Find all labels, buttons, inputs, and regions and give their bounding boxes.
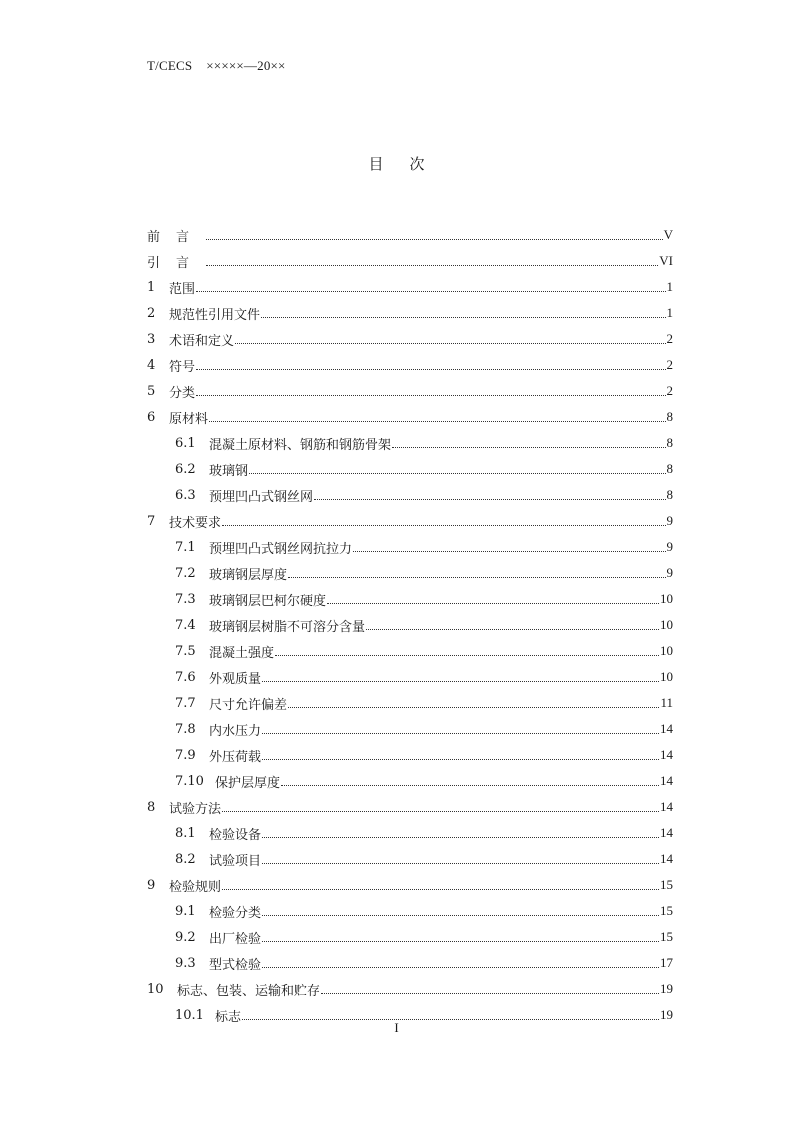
toc-entry-page: 10: [660, 617, 673, 632]
toc-entry[interactable]: [147, 924, 673, 950]
toc-leader-dots: [392, 447, 665, 448]
toc-entry-label: 预埋凹凸式钢丝网: [209, 489, 314, 505]
toc-leader-dots: [353, 551, 665, 552]
toc-entry-number: 7.7: [175, 695, 196, 711]
toc-leader-dots: [327, 603, 659, 604]
toc-entry-number: 9.3: [175, 955, 196, 971]
toc-entry-label: 玻璃钢层厚度: [209, 567, 288, 583]
toc-entry-number: 8.2: [175, 851, 196, 867]
toc-entry[interactable]: [147, 820, 673, 846]
toc-leader-dots: [235, 343, 665, 344]
toc-entry-label: 出厂检验: [209, 931, 262, 947]
toc-entry[interactable]: [147, 508, 673, 534]
toc-entry-label: 检验设备: [209, 827, 262, 843]
toc-entry-page: 9: [666, 565, 673, 580]
toc-entry-label: 标志、包装、运输和贮存: [177, 983, 321, 999]
toc-entry-page: 14: [660, 747, 673, 762]
toc-entry[interactable]: [147, 404, 673, 430]
toc-entry-page: 1: [666, 279, 673, 294]
toc-entry-page: 8: [666, 461, 673, 476]
toc-entry[interactable]: [147, 586, 673, 612]
page-title: [0, 153, 793, 174]
toc-entry-number: 9.2: [175, 929, 196, 945]
toc-entry-number: 3: [147, 331, 156, 347]
toc-entry-label: 试验项目: [209, 853, 262, 869]
toc-entry-number: 9: [147, 877, 156, 893]
toc-entry-page: 8: [666, 409, 673, 424]
toc-entry-label: 试验方法: [169, 801, 222, 817]
toc-entry-page: 17: [660, 955, 673, 970]
toc-entry-page: 2: [666, 331, 673, 346]
toc-entry-label: 内水压力: [209, 723, 262, 739]
toc-entry-label: 范围: [169, 281, 196, 297]
toc-entry-page: VI: [659, 253, 673, 268]
toc-entry-number: 7: [147, 513, 156, 529]
toc-entry-page: 9: [666, 539, 673, 554]
toc-entry-number: 7.3: [175, 591, 196, 607]
toc-entry-number: 6: [147, 409, 156, 425]
toc-entry-page: 2: [666, 383, 673, 398]
toc-entry-label: 预埋凹凸式钢丝网抗拉力: [209, 541, 353, 557]
toc-entry[interactable]: [147, 274, 673, 300]
toc-entry-label: 标志: [215, 1009, 242, 1025]
toc-leader-dots: [222, 811, 659, 812]
toc-entry-page: 14: [660, 721, 673, 736]
toc-entry-page: 14: [660, 851, 673, 866]
toc-entry-label: 前言: [147, 229, 206, 245]
toc-entry-number: 7.1: [175, 539, 196, 555]
toc-entry-page: 15: [660, 929, 673, 944]
toc-leader-dots: [196, 395, 665, 396]
toc-entry-number: 7.6: [175, 669, 196, 685]
toc-leader-dots: [206, 265, 658, 266]
toc-entry-label: 外压荷载: [209, 749, 262, 765]
toc-entry[interactable]: [147, 742, 673, 768]
toc-entry-page: 19: [660, 1007, 673, 1022]
toc-entry[interactable]: [147, 326, 673, 352]
toc-entry-label: 分类: [169, 385, 196, 401]
toc-entry-page: 11: [660, 695, 673, 710]
toc-entry[interactable]: [147, 352, 673, 378]
toc-entry-number: 5: [147, 383, 156, 399]
toc-entry-label: 规范性引用文件: [169, 307, 261, 323]
toc-entry-label: 技术要求: [169, 515, 222, 531]
toc-entry-number: 10: [147, 981, 164, 997]
toc-entry-number: 6.2: [175, 461, 196, 477]
toc-entry-label: 检验分类: [209, 905, 262, 921]
toc-entry[interactable]: [147, 222, 673, 248]
toc-entry[interactable]: [147, 690, 673, 716]
toc-entry-label: 外观质量: [209, 671, 262, 687]
toc-entry-number: 10.1: [175, 1007, 204, 1023]
toc-entry-number: 7.9: [175, 747, 196, 763]
title-part-1: 目: [368, 155, 384, 173]
toc-leader-dots: [321, 993, 659, 994]
toc-leader-dots: [196, 291, 665, 292]
toc-entry[interactable]: [147, 768, 673, 794]
standard-org: T/CECS: [147, 58, 193, 73]
toc-entry-number: 7.2: [175, 565, 196, 581]
toc-entry[interactable]: [147, 950, 673, 976]
toc-leader-dots: [206, 239, 663, 240]
toc-entry[interactable]: [147, 794, 673, 820]
toc-entry[interactable]: [147, 560, 673, 586]
toc-entry-label: 玻璃钢层树脂不可溶分含量: [209, 619, 366, 635]
toc-leader-dots: [196, 369, 665, 370]
toc-entry-label: 混凝土原材料、钢筋和钢筋骨架: [209, 437, 392, 453]
toc-leader-dots: [288, 707, 659, 708]
toc-entry[interactable]: [147, 430, 673, 456]
toc-entry[interactable]: [147, 482, 673, 508]
toc-entry-number: 7.4: [175, 617, 196, 633]
standard-code: ×××××—20××: [206, 58, 286, 73]
toc-entry-label: 符号: [169, 359, 196, 375]
toc-entry[interactable]: [147, 846, 673, 872]
toc-entry-page: 14: [660, 825, 673, 840]
toc-entry-number: 9.1: [175, 903, 196, 919]
toc-entry-page: 1: [666, 305, 673, 320]
toc-entry-number: 7.8: [175, 721, 196, 737]
toc-entry-label: 尺寸允许偏差: [209, 697, 288, 713]
toc-entry[interactable]: [147, 534, 673, 560]
toc-entry-number: 8: [147, 799, 156, 815]
toc-leader-dots: [366, 629, 659, 630]
toc-entry[interactable]: [147, 248, 673, 274]
toc-entry-number: 2: [147, 305, 156, 321]
toc-leader-dots: [262, 863, 659, 864]
toc-entry-label: 型式检验: [209, 957, 262, 973]
toc-entry-label: 玻璃钢: [209, 463, 249, 479]
toc-entry-page: 8: [666, 435, 673, 450]
toc-entry-number: 6.3: [175, 487, 196, 503]
toc-entry[interactable]: [147, 638, 673, 664]
toc-entry-page: 14: [660, 773, 673, 788]
toc-entry-page: 15: [660, 903, 673, 918]
toc-leader-dots: [222, 889, 659, 890]
toc-leader-dots: [288, 577, 665, 578]
document-header: [147, 58, 286, 74]
toc-entry[interactable]: [147, 456, 673, 482]
toc-leader-dots: [261, 317, 665, 318]
toc-entry-label: 保护层厚度: [215, 775, 281, 791]
toc-entry-number: 7.5: [175, 643, 196, 659]
toc-entry-page: 2: [666, 357, 673, 372]
toc-entry-label: 混凝土强度: [209, 645, 275, 661]
toc-entry-page: 10: [660, 669, 673, 684]
toc-entry[interactable]: [147, 976, 673, 1002]
toc-entry[interactable]: [147, 612, 673, 638]
toc-entry-label: 术语和定义: [169, 333, 235, 349]
toc-entry-page: 14: [660, 799, 673, 814]
toc-entry[interactable]: [147, 872, 673, 898]
toc-leader-dots: [314, 499, 665, 500]
toc-entry-number: 1: [147, 279, 156, 295]
toc-entry-number: 6.1: [175, 435, 196, 451]
toc-leader-dots: [262, 733, 659, 734]
toc-entry[interactable]: [147, 378, 673, 404]
toc-entry-number: 8.1: [175, 825, 196, 841]
page-number: I: [394, 1020, 399, 1035]
toc-entry-number: 7.10: [175, 773, 204, 789]
toc-entry-label: 检验规则: [169, 879, 222, 895]
toc-leader-dots: [262, 915, 659, 916]
toc-leader-dots: [262, 837, 659, 838]
toc-entry-label: 原材料: [169, 411, 209, 427]
toc-entry[interactable]: [147, 300, 673, 326]
toc-entry[interactable]: [147, 716, 673, 742]
title-part-2: 次: [409, 155, 425, 173]
toc-entry[interactable]: [147, 898, 673, 924]
toc-leader-dots: [281, 785, 659, 786]
toc-entry[interactable]: [147, 664, 673, 690]
toc-entry-number: 4: [147, 357, 156, 373]
toc-entry-page: 15: [660, 877, 673, 892]
toc-leader-dots: [262, 967, 659, 968]
toc-entry-page: 10: [660, 591, 673, 606]
toc-entry-page: 10: [660, 643, 673, 658]
toc-leader-dots: [262, 681, 659, 682]
toc-entry-label: 玻璃钢层巴柯尔硬度: [209, 593, 327, 609]
toc-leader-dots: [249, 473, 665, 474]
toc-leader-dots: [275, 655, 659, 656]
table-of-contents: [147, 222, 673, 1028]
toc-entry-page: 8: [666, 487, 673, 502]
toc-leader-dots: [222, 525, 665, 526]
toc-entry-page: V: [663, 227, 673, 242]
toc-leader-dots: [262, 759, 659, 760]
toc-entry-page: 19: [660, 981, 673, 996]
toc-leader-dots: [262, 941, 659, 942]
toc-entry-label: 引言: [147, 255, 206, 271]
toc-entry-page: 9: [666, 513, 673, 528]
toc-leader-dots: [209, 421, 665, 422]
